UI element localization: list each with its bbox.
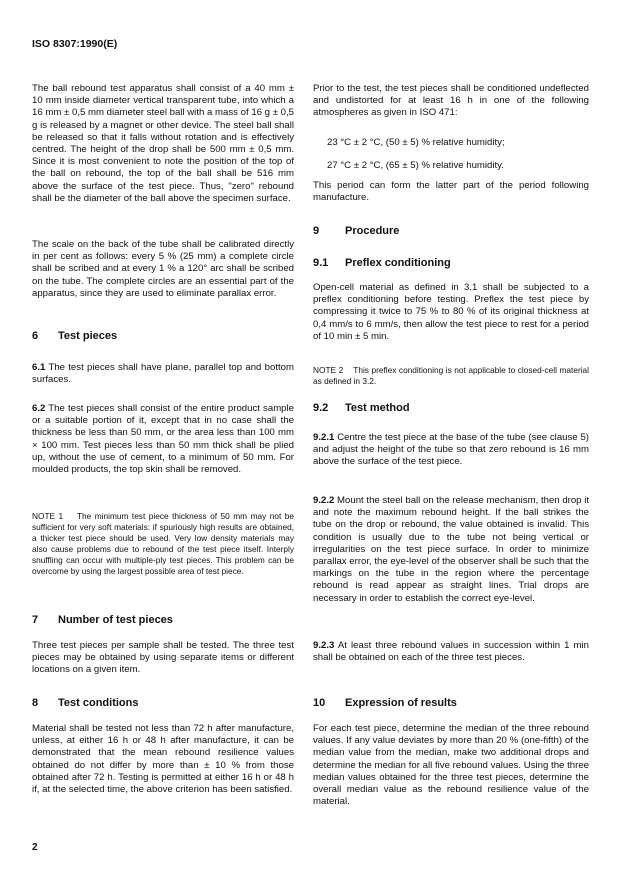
section-7-text: Three test pieces per sample shall be tested. The three test pieces may be obtained by using separate items or different locations on a given item. xyxy=(32,640,294,676)
note-1 xyxy=(32,511,294,577)
clause-number: 9.2.3 xyxy=(313,640,335,651)
condition-2: 27 °C ± 2 °C, (65 ± 5) % relative humidity. xyxy=(327,160,504,171)
note-text: The minimum test piece thickness of 50 mm may not be sufficient for very soft materials: if spuriously high results are obtained, a thicker test piece should be used. Very low density materials may also cause problems due to rebound of the test piece itself. Interply snuffling can occur with multiple-ply test pieces. This problem can be overcome by using the largest possible area of test piece. xyxy=(32,511,295,576)
section-number: 9 xyxy=(313,225,320,237)
section-8-heading xyxy=(32,697,138,709)
clause-9-2-3 xyxy=(313,640,589,664)
note-label: NOTE 2 xyxy=(313,365,344,375)
section-title: Test conditions xyxy=(58,697,139,709)
section-6-heading xyxy=(32,330,117,342)
section-10-heading xyxy=(313,697,589,709)
clause-6-1 xyxy=(32,362,294,386)
clause-number: 9.2.2 xyxy=(313,495,335,506)
page-number: 2 xyxy=(32,842,38,853)
section-8-text: Material shall be tested not less than 72 h after manufacture, unless, at either 16 h or 48 h after manufacture, it can be demonstrated that the mean rebound resilience values obtained do not differ by more than ± 10 % from those obtained after 72 h. Testing is permitted at either 16 h or 48 h if, at the selected time, the above criterion has been satisfied. xyxy=(32,723,294,796)
section-9-1-heading xyxy=(313,257,589,269)
clause-number: 9.2.1 xyxy=(313,432,335,443)
clause-text: The test pieces shall have plane, parallel top and bottom surfaces. xyxy=(32,362,294,386)
section-number: 7 xyxy=(32,614,39,626)
section-title: Number of test pieces xyxy=(58,614,173,626)
section-10-text: For each test piece, determine the median of the three rebound values. If any value deviates by more than 20 % (one-fifth) of the median value from the median, make two additional drops and determine the median for all five rebound values. Using the three median values obtained for the three test pieces, determine the overall median value as the rebound resilience value of the material. xyxy=(313,723,589,808)
clause-text: Mount the steel ball on the release mechanism, then drop it and note the maximum rebound height. If the ball strikes the tube on the drop or rebound, the value obtained is invalid. This condition is usually due to the tube not being vertical or irregularities on the test piece surface. In order to minimize parallax error, the eye-level of the observer shall be such that the markings on the tube in the region where the percentage rebound is read appear as straight lines. Trial drops are necessary in order to establish the correct eye-level. xyxy=(313,495,590,604)
clause-6-2 xyxy=(32,403,294,476)
clause-9-2-1 xyxy=(313,432,589,469)
clause-text: At least three rebound values in succession within 1 min shall be obtained on each of the three test pieces. xyxy=(313,640,590,664)
section-title: Procedure xyxy=(345,225,400,237)
section-9-1-text: Open-cell material as defined in 3.1 shall be subjected to a preflex conditioning before testing. Preflex the test piece by compressing it twice to 75 % to 80 % of its original thickness at 0,4 mm/s to 6 mm/s, then allow the test piece to rest for a period of 10 min ± 5 min. xyxy=(313,282,589,342)
section-title: Test method xyxy=(345,402,410,414)
section-9-2-heading xyxy=(313,402,589,414)
apparatus-paragraph: The ball rebound test apparatus shall consist of a 40 mm ± 10 mm inside diameter vertical transparent tube, into which a 16 mm ± 0,5 mm diameter steel ball with a mass of 16 g ± 0,5 g is released by a magnet or other device. The steel ball shall be released so that it falls without rotation and is effectively centred. The height of the drop shall be 500 mm ± 0,5 mm. Since it is most convenient to note the position of the top of the ball on rebound, the top of the ball shall be 516 mm above the surface of the test piece. Thus, "zero" rebound shall be the diameter of the ball above the specimen surface. xyxy=(32,83,294,204)
clause-number: 6.1 xyxy=(32,362,46,373)
note-label: NOTE 1 xyxy=(32,511,64,521)
clause-9-2-2 xyxy=(313,495,589,605)
note-text: This preflex conditioning is not applicable to closed-cell material as defined in 3.2. xyxy=(313,365,590,386)
section-title: Preflex conditioning xyxy=(345,257,451,269)
section-title: Expression of results xyxy=(345,697,457,709)
section-number: 8 xyxy=(32,697,39,709)
section-7-heading xyxy=(32,614,173,626)
clause-text: The test pieces shall consist of the entire product sample or a suitable portion of it, except that in no case shall the thickness be less than 50 mm, or the area less than 100 mm × 100 mm. Test pieces less than 50 mm thick shall be plied up, without the use of cement, to a minimum of 50 mm. For moulded products, the top skin shall be removed. xyxy=(32,403,294,476)
section-9-heading xyxy=(313,225,589,237)
condition-1: 23 °C ± 2 °C, (50 ± 5) % relative humidity; xyxy=(327,137,505,148)
clause-number: 6.2 xyxy=(32,403,46,414)
section-number: 9.2 xyxy=(313,402,329,414)
clause-text: Centre the test piece at the base of the tube (see clause 5) and adjust the height of the tube so that zero rebound is 16 mm above the surface of the test piece. xyxy=(313,432,590,468)
note-2 xyxy=(313,365,589,387)
section-number: 10 xyxy=(313,697,326,709)
section-title: Test pieces xyxy=(58,330,118,342)
section-number: 6 xyxy=(32,330,39,342)
period-paragraph: This period can form the latter part of the period following manufacture. xyxy=(313,180,589,204)
document-header: ISO 8307:1990(E) xyxy=(32,38,118,50)
conditioning-paragraph: Prior to the test, the test pieces shall be conditioned undeflected and undistorted for at least 16 h in one of the following atmospheres as given in ISO 471: xyxy=(313,83,589,119)
section-number: 9.1 xyxy=(313,257,329,269)
scale-paragraph: The scale on the back of the tube shall be calibrated directly in per cent as follows: every 5 % (25 mm) a complete circle shall be scribed and at every 1 % a 120° arc shall be scribed on the tube. The complete circles are an essential part of the apparatus, since they are used to eliminate parallax error. xyxy=(32,239,294,299)
